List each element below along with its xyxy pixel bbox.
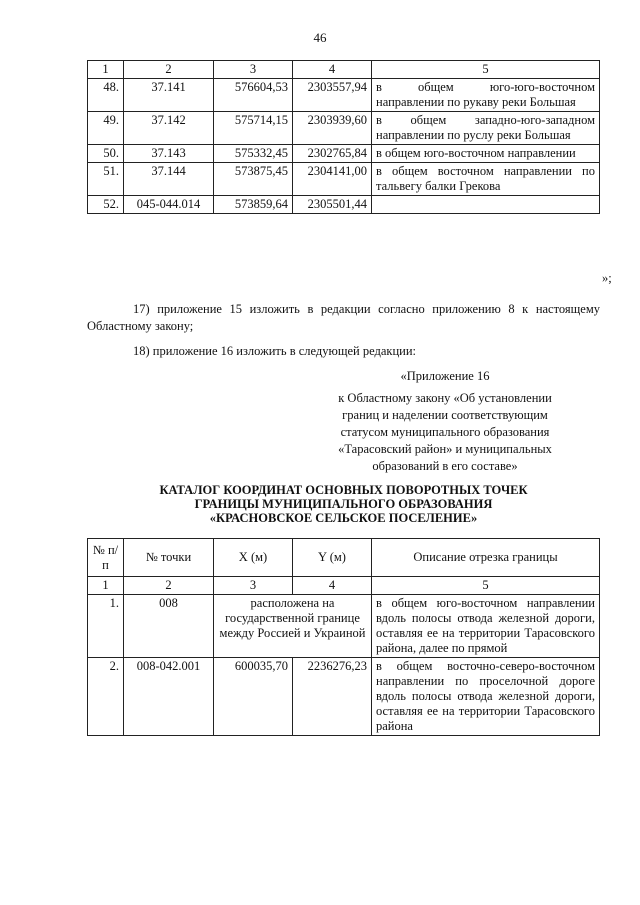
point-id: 37.142	[124, 112, 214, 145]
col-index: 5	[372, 577, 600, 595]
row-number: 48.	[88, 79, 124, 112]
segment-description: в общем западно-юго-западном направлении по руслу реки Большая	[372, 112, 600, 145]
appendix-line: «Тарасовский район» и муниципальных	[338, 442, 552, 456]
column-header-x: X (м)	[214, 539, 293, 577]
col-index: 3	[214, 577, 293, 595]
col-index: 5	[372, 61, 600, 79]
table-row	[88, 112, 600, 145]
column-header-y: Y (м)	[293, 539, 372, 577]
point-id: 045-044.014	[124, 196, 214, 214]
catalog-heading-line: «КРАСНОВСКОЕ СЕЛЬСКОЕ ПОСЕЛЕНИЕ»	[209, 511, 478, 525]
appendix-line: образований в его составе»	[372, 459, 518, 473]
table-row	[88, 595, 600, 658]
location-note: расположена на государственной границе между Россией и Украиной	[214, 595, 372, 658]
x-coordinate: 600035,70	[214, 658, 293, 736]
row-number: 2.	[88, 658, 124, 736]
point-id: 37.143	[124, 145, 214, 163]
closing-quote-mark: »;	[602, 271, 612, 285]
appendix-line: статусом муниципального образования	[340, 425, 550, 439]
table-header-row	[88, 539, 600, 577]
table-index-row	[88, 61, 600, 79]
catalog-heading-line: ГРАНИЦЫ МУНИЦИПАЛЬНОГО ОБРАЗОВАНИЯ	[194, 497, 493, 511]
col-index: 1	[88, 61, 124, 79]
point-id: 37.144	[124, 163, 214, 196]
col-index: 3	[214, 61, 293, 79]
column-header-number: № п/п	[88, 539, 124, 577]
point-id: 008	[124, 595, 214, 658]
col-index: 4	[293, 61, 372, 79]
row-number: 51.	[88, 163, 124, 196]
table-row	[88, 196, 600, 214]
col-index: 1	[88, 577, 124, 595]
point-id: 37.141	[124, 79, 214, 112]
column-header-point: № точки	[124, 539, 214, 577]
segment-description: в общем восточно-северо-восточном направлении по проселочной дороге вдоль полосы отвода железной дороги, оставляя ее на территории Тарасовского района	[372, 658, 600, 736]
col-index: 4	[293, 577, 372, 595]
table-index-row	[88, 577, 600, 595]
point-id: 008-042.001	[124, 658, 214, 736]
page-number: 46	[313, 30, 327, 45]
y-coordinate: 2305501,44	[293, 196, 372, 214]
x-coordinate: 576604,53	[214, 79, 293, 112]
catalog-heading	[87, 483, 600, 525]
col-index: 2	[124, 61, 214, 79]
appendix-line: к Областному закону «Об установлении	[338, 391, 552, 405]
y-coordinate: 2236276,23	[293, 658, 372, 736]
y-coordinate: 2303939,60	[293, 112, 372, 145]
y-coordinate: 2303557,94	[293, 79, 372, 112]
row-number: 1.	[88, 595, 124, 658]
row-number: 52.	[88, 196, 124, 214]
y-coordinate: 2302765,84	[293, 145, 372, 163]
row-number: 49.	[88, 112, 124, 145]
row-number: 50.	[88, 145, 124, 163]
x-coordinate: 575714,15	[214, 112, 293, 145]
table-row	[88, 163, 600, 196]
paragraph-item-18: 18) приложение 16 изложить в следующей редакции:	[133, 344, 416, 358]
segment-description: в общем юго-восточном направлении	[372, 145, 600, 163]
catalog-coordinates-table	[87, 538, 600, 736]
boundary-points-table-continued	[87, 60, 600, 214]
catalog-heading-line: КАТАЛОГ КООРДИНАТ ОСНОВНЫХ ПОВОРОТНЫХ ТОЧЕК	[159, 483, 528, 497]
y-coordinate: 2304141,00	[293, 163, 372, 196]
segment-description: в общем юго-юго-восточном направлении по рукаву реки Большая	[372, 79, 600, 112]
appendix-header	[305, 369, 585, 475]
x-coordinate: 573875,45	[214, 163, 293, 196]
column-header-description: Описание отрезка границы	[372, 539, 600, 577]
appendix-title: «Приложение 16	[400, 369, 490, 383]
segment-description: в общем юго-восточном направлении вдоль полосы отвода железной дороги, оставляя ее на территории Тарасовского района, далее по прямой	[372, 595, 600, 658]
x-coordinate: 573859,64	[214, 196, 293, 214]
table-row	[88, 658, 600, 736]
paragraph-item-17: 17) приложение 15 изложить в редакции согласно приложению 8 к настоящему Областному закону;	[87, 302, 600, 333]
table-row	[88, 79, 600, 112]
table-row	[88, 145, 600, 163]
x-coordinate: 575332,45	[214, 145, 293, 163]
segment-description: в общем восточном направлении по тальвегу балки Грекова	[372, 163, 600, 196]
segment-description	[372, 196, 600, 214]
col-index: 2	[124, 577, 214, 595]
appendix-line: границ и наделении соответствующим	[342, 408, 548, 422]
